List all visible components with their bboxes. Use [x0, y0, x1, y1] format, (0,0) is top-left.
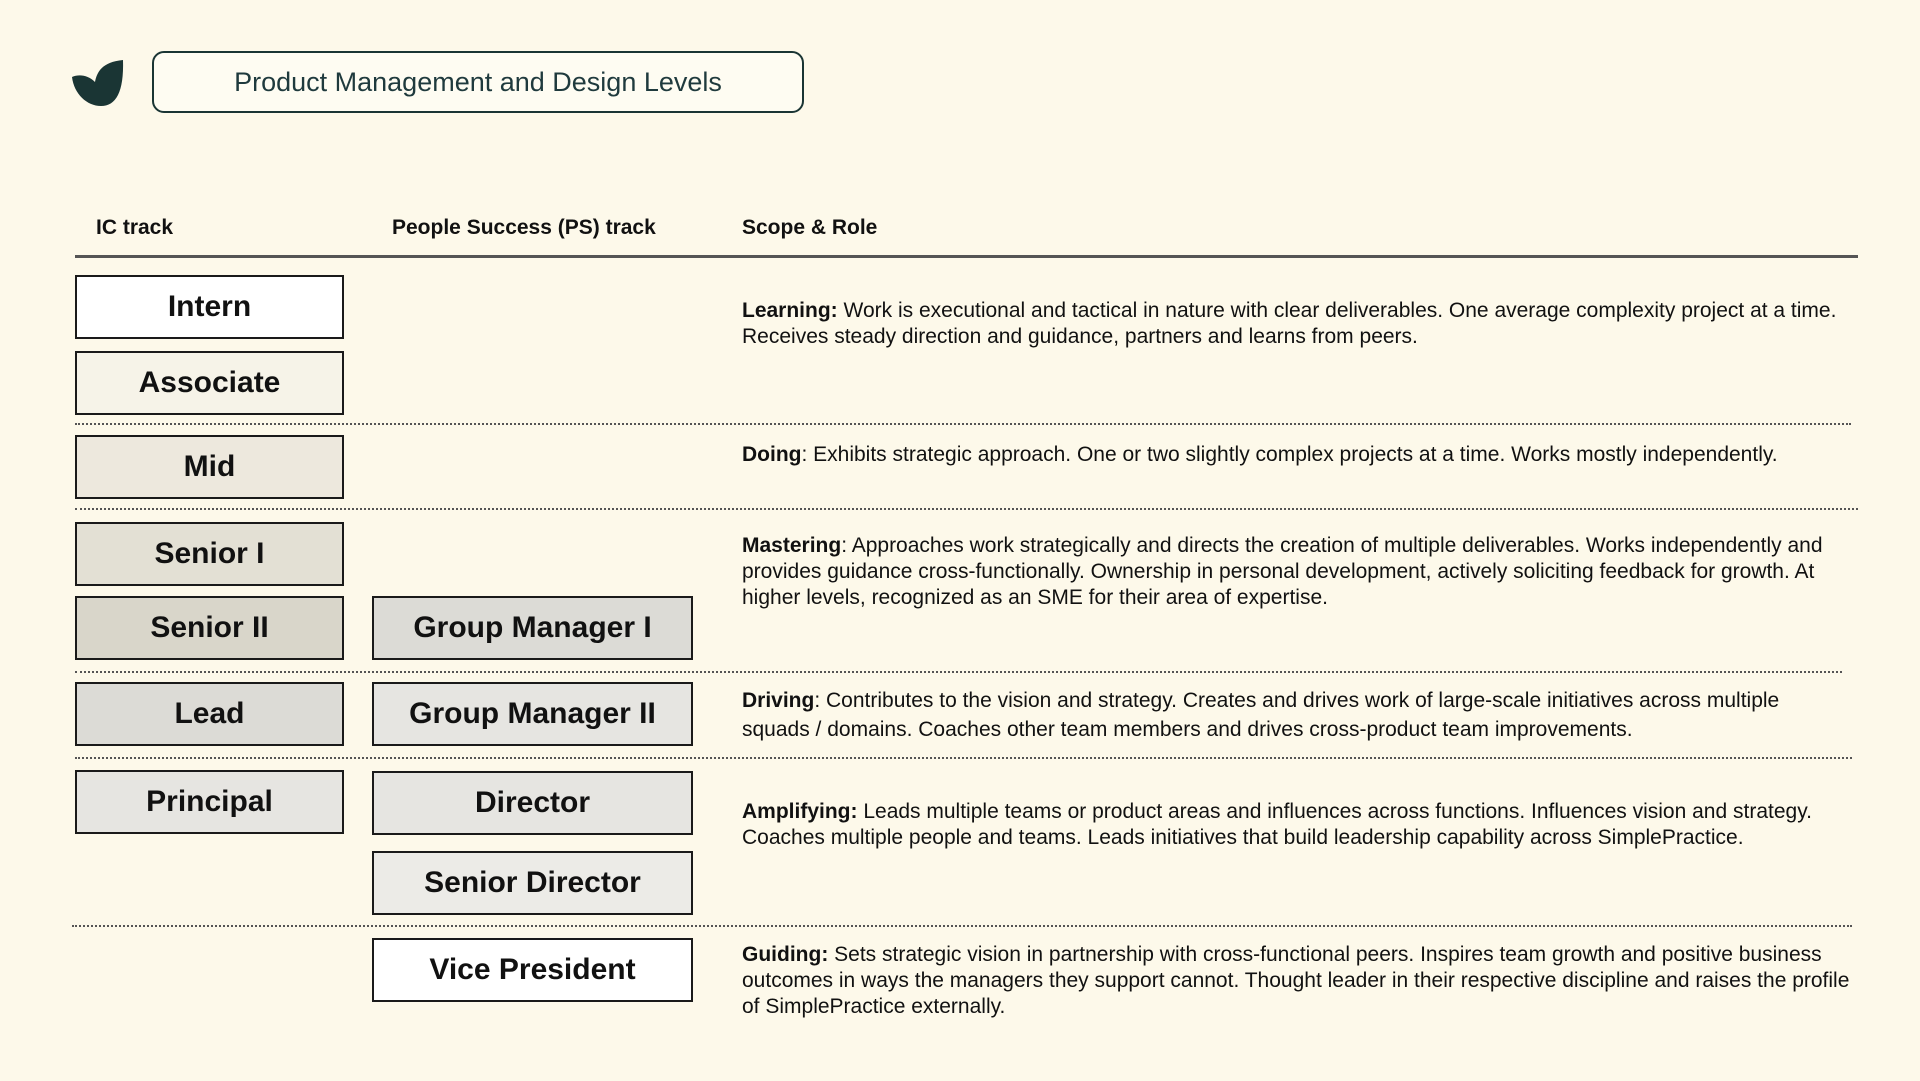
scope-mastering	[742, 533, 1852, 611]
scope-text: Leads multiple teams or product areas and influences across functions. Influences vision and strategy. Coaches multiple people and teams. Leads initiatives that build leadership capability across SimplePractice.	[742, 800, 1812, 849]
scope-learning	[742, 298, 1852, 350]
row-divider	[75, 508, 1858, 510]
scope-role-header: Scope & Role	[742, 216, 878, 239]
level-principal: Principal	[75, 770, 344, 834]
level-intern: Intern	[75, 275, 344, 339]
scope-driving	[742, 686, 1852, 744]
level-associate: Associate	[75, 351, 344, 415]
level-lead: Lead	[75, 682, 344, 746]
page-title: Product Management and Design Levels	[152, 51, 804, 113]
scope-amplifying	[742, 799, 1852, 851]
scope-term: Mastering	[742, 534, 842, 557]
scope-doing	[742, 442, 1852, 468]
level-senior-1: Senior I	[75, 522, 344, 586]
scope-term: Learning:	[742, 299, 838, 322]
level-mid: Mid	[75, 435, 344, 499]
scope-text: : Approaches work strategically and directs the creation of multiple deliverables. Works independently and provides guidance cross-functionally. Ownership in personal development, actively soliciting feedback for growth. At higher levels, recognized as an SME for their area of expertise.	[742, 534, 1823, 609]
scope-term: Doing	[742, 443, 802, 466]
row-divider	[72, 925, 1852, 927]
scope-text: Work is executional and tactical in nature with clear deliverables. One average complexity project at a time. Receives steady direction and guidance, partners and learns from peers.	[742, 299, 1837, 348]
scope-text: Sets strategic vision in partnership with cross-functional peers. Inspires team growth and positive business outcomes in ways the managers they support cannot. Thought leader in their respective discipline and raises the profile of SimplePractice externally.	[742, 943, 1850, 1018]
leaf-logo-icon	[70, 58, 125, 108]
level-senior-2: Senior II	[75, 596, 344, 660]
level-group-manager-2: Group Manager II	[372, 682, 693, 746]
scope-term: Amplifying:	[742, 800, 858, 823]
level-senior-director: Senior Director	[372, 851, 693, 915]
row-divider	[75, 423, 1851, 425]
level-vice-president: Vice President	[372, 938, 693, 1002]
level-director: Director	[372, 771, 693, 835]
scope-guiding	[742, 942, 1852, 1020]
scope-text: : Contributes to the vision and strategy. Creates and drives work of large-scale initiatives across multiple squads / domains. Coaches other team members and drives cross-product team improvements.	[742, 689, 1780, 741]
ic-track-header: IC track	[96, 216, 174, 239]
scope-text: : Exhibits strategic approach. One or two slightly complex projects at a time. Works mostly independently.	[801, 443, 1778, 466]
row-divider	[75, 757, 1852, 759]
scope-term: Driving	[742, 689, 815, 712]
header-divider	[75, 255, 1858, 258]
ps-track-header: People Success (PS) track	[392, 216, 656, 239]
level-group-manager-1: Group Manager I	[372, 596, 693, 660]
scope-term: Guiding:	[742, 943, 829, 966]
row-divider	[75, 671, 1842, 673]
